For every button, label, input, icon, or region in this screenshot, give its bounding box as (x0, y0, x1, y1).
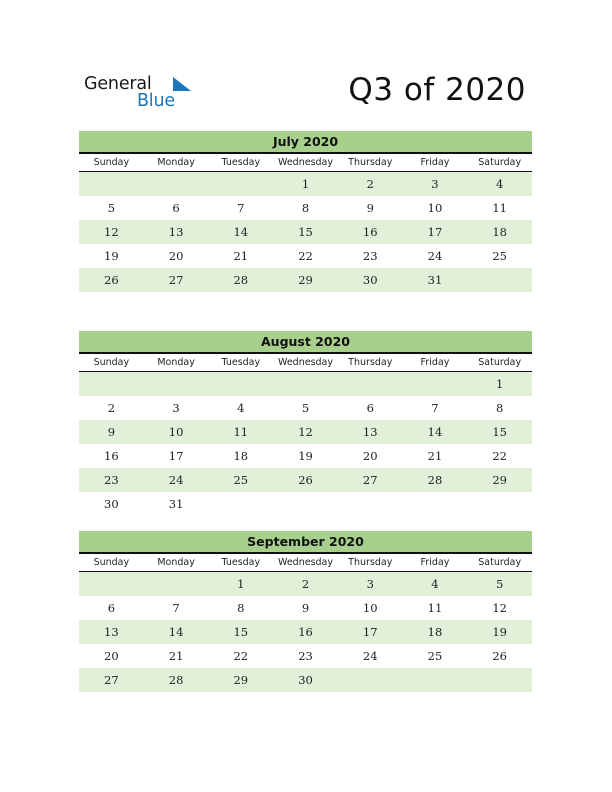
day-cell (338, 372, 403, 396)
day-cell: 21 (427, 449, 443, 463)
day-cell: 25 (492, 249, 507, 263)
day-cell: 16 (298, 625, 313, 639)
day-cell (403, 668, 468, 692)
weekday-label: Wednesday (278, 157, 334, 168)
day-cell: 10 (427, 201, 443, 215)
general-blue-logo (84, 74, 194, 114)
logo-text-blue: Blue (137, 91, 175, 111)
day-cell: 11 (492, 201, 507, 215)
logo-triangle-icon (173, 77, 191, 91)
day-cell: 2 (107, 401, 116, 415)
day-cell (403, 372, 468, 396)
week-row (79, 468, 532, 492)
day-cell: 23 (104, 473, 119, 487)
day-cell (338, 492, 403, 516)
day-cell: 9 (366, 201, 374, 215)
day-cell: 19 (104, 249, 119, 263)
week-row (79, 396, 532, 420)
weekday-label: Wednesday (278, 557, 334, 568)
day-cell: 26 (298, 473, 313, 487)
month-title: September 2020 (79, 531, 532, 554)
day-cell: 8 (237, 601, 245, 615)
week-row (79, 644, 532, 668)
day-cell: 29 (233, 673, 249, 687)
day-cell: 27 (168, 273, 184, 287)
day-cell: 11 (427, 601, 443, 615)
day-cell: 28 (427, 473, 443, 487)
day-cell: 20 (362, 449, 378, 463)
day-cell: 15 (298, 225, 313, 239)
weekday-label: Sunday (93, 157, 130, 168)
day-cell: 8 (496, 401, 504, 415)
day-cell: 2 (301, 577, 310, 591)
weekday-label: Tuesday (221, 157, 261, 168)
weekday-header-row (79, 154, 532, 172)
day-cell: 20 (168, 249, 184, 263)
day-cell (273, 372, 338, 396)
week-row (79, 444, 532, 468)
logo-text-general: General (84, 74, 152, 94)
month-calendar (79, 331, 532, 516)
week-row (79, 620, 532, 644)
month-calendar (79, 531, 532, 692)
day-cell: 14 (427, 425, 443, 439)
day-cell: 22 (298, 249, 313, 263)
day-cell (208, 372, 273, 396)
month-title: July 2020 (79, 131, 532, 154)
day-cell: 17 (427, 225, 443, 239)
day-cell: 16 (362, 225, 378, 239)
weekday-label: Wednesday (278, 357, 334, 368)
weekday-label: Saturday (478, 557, 522, 568)
day-cell: 3 (366, 577, 374, 591)
day-cell: 27 (362, 473, 378, 487)
weekday-label: Tuesday (221, 557, 261, 568)
day-cell (144, 372, 209, 396)
weekday-label: Monday (157, 157, 195, 168)
week-row (79, 420, 532, 444)
day-cell (403, 492, 468, 516)
day-cell: 12 (298, 425, 313, 439)
day-cell: 24 (427, 249, 443, 263)
day-cell: 11 (233, 425, 249, 439)
weekday-header-row (79, 354, 532, 372)
week-row (79, 220, 532, 244)
weekday-label: Sunday (93, 557, 130, 568)
day-cell: 21 (168, 649, 184, 663)
week-row (79, 172, 532, 196)
week-row (79, 268, 532, 292)
weekday-label: Thursday (348, 357, 393, 368)
day-cell: 23 (362, 249, 378, 263)
day-cell: 25 (233, 473, 249, 487)
week-row (79, 244, 532, 268)
day-cell (144, 572, 209, 596)
day-cell: 6 (107, 601, 116, 615)
day-cell: 10 (362, 601, 378, 615)
day-cell: 24 (362, 649, 378, 663)
day-cell: 21 (233, 249, 249, 263)
day-cell: 7 (237, 201, 245, 215)
day-cell: 31 (168, 497, 184, 511)
day-cell: 18 (427, 625, 443, 639)
day-cell: 15 (233, 625, 249, 639)
page-title: Q3 of 2020 (348, 72, 526, 108)
day-cell: 12 (104, 225, 119, 239)
day-cell: 7 (431, 401, 439, 415)
day-cell: 3 (172, 401, 180, 415)
day-cell (467, 668, 532, 692)
day-cell: 3 (431, 177, 439, 191)
day-cell: 22 (492, 449, 507, 463)
weekday-label: Thursday (348, 157, 393, 168)
day-cell: 6 (366, 401, 374, 415)
day-cell (338, 668, 403, 692)
day-cell: 18 (492, 225, 507, 239)
week-row (79, 668, 532, 692)
day-cell: 10 (168, 425, 184, 439)
day-cell: 9 (107, 425, 116, 439)
day-cell: 28 (233, 273, 249, 287)
weekday-label: Friday (420, 557, 450, 568)
day-cell: 4 (496, 177, 504, 191)
day-cell: 5 (107, 201, 116, 215)
week-row (79, 196, 532, 220)
day-cell (208, 172, 273, 196)
day-cell (144, 172, 209, 196)
day-cell: 19 (298, 449, 313, 463)
day-cell: 14 (168, 625, 184, 639)
day-cell: 17 (362, 625, 378, 639)
day-cell: 5 (301, 401, 310, 415)
day-cell (467, 492, 532, 516)
day-cell: 26 (104, 273, 119, 287)
day-cell: 13 (362, 425, 378, 439)
week-row (79, 372, 532, 396)
day-cell: 15 (492, 425, 507, 439)
day-cell: 13 (104, 625, 119, 639)
month-calendar (79, 131, 532, 292)
day-cell: 20 (104, 649, 119, 663)
day-cell: 28 (168, 673, 184, 687)
weekday-label: Monday (157, 357, 195, 368)
weekday-label: Friday (420, 157, 450, 168)
week-row (79, 596, 532, 620)
week-row (79, 572, 532, 596)
day-cell: 1 (301, 177, 310, 191)
weekday-label: Tuesday (221, 357, 261, 368)
weekday-label: Saturday (478, 357, 522, 368)
day-cell (467, 268, 532, 292)
day-cell: 27 (104, 673, 119, 687)
day-cell: 16 (104, 449, 119, 463)
day-cell: 18 (233, 449, 249, 463)
day-cell: 17 (168, 449, 184, 463)
day-cell: 19 (492, 625, 507, 639)
day-cell: 24 (168, 473, 184, 487)
day-cell: 13 (168, 225, 184, 239)
day-cell (79, 572, 144, 596)
day-cell: 30 (104, 497, 119, 511)
day-cell: 30 (362, 273, 378, 287)
day-cell: 7 (172, 601, 180, 615)
weekday-label: Sunday (93, 357, 130, 368)
day-cell: 22 (233, 649, 249, 663)
day-cell: 9 (301, 601, 310, 615)
day-cell: 4 (431, 577, 439, 591)
day-cell: 30 (298, 673, 313, 687)
day-cell: 12 (492, 601, 507, 615)
day-cell: 1 (496, 377, 504, 391)
day-cell: 25 (427, 649, 443, 663)
day-cell: 2 (366, 177, 374, 191)
day-cell: 1 (237, 577, 245, 591)
day-cell: 6 (172, 201, 180, 215)
day-cell (79, 172, 144, 196)
day-cell (273, 492, 338, 516)
weekday-label: Friday (420, 357, 450, 368)
day-cell: 26 (492, 649, 507, 663)
month-title: August 2020 (79, 331, 532, 354)
day-cell: 14 (233, 225, 249, 239)
day-cell (208, 492, 273, 516)
week-row (79, 492, 532, 516)
weekday-label: Monday (157, 557, 195, 568)
day-cell: 29 (298, 273, 313, 287)
weekday-label: Saturday (478, 157, 522, 168)
day-cell: 8 (301, 201, 310, 215)
day-cell: 4 (237, 401, 245, 415)
day-cell: 29 (492, 473, 507, 487)
day-cell: 5 (496, 577, 504, 591)
day-cell: 31 (427, 273, 443, 287)
day-cell (79, 372, 144, 396)
day-cell: 23 (298, 649, 313, 663)
weekday-label: Thursday (348, 557, 393, 568)
weekday-header-row (79, 554, 532, 572)
